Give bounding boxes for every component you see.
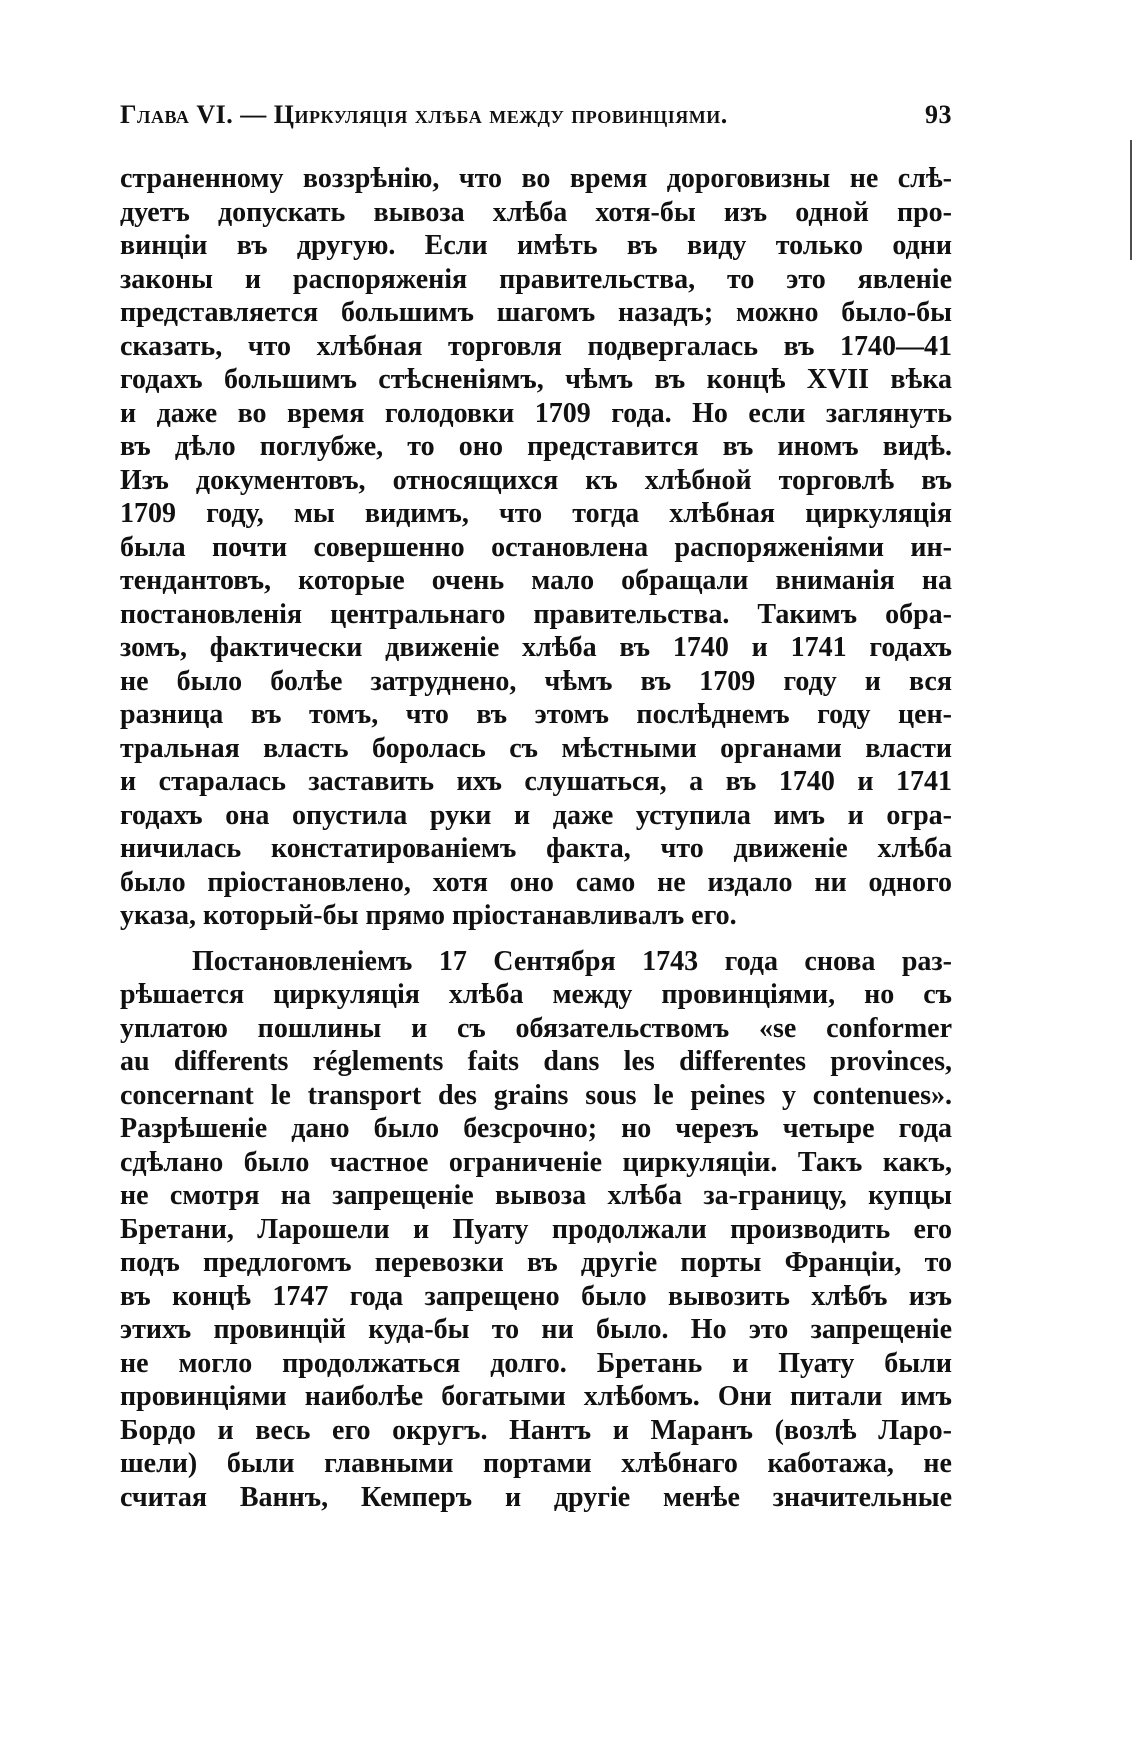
text-line: au differents réglements faits dans les differentes provinces, [120,1046,952,1077]
paragraph-2 [120,945,952,1515]
text-line: не было болѣе затруднено, чѣмъ въ 1709 году и вся [120,665,952,697]
paragraph-spacer [120,933,952,945]
text-line: винціи въ другую. Если имѣть въ виду только одни [120,230,952,261]
text-line: дуетъ допускать вывоза хлѣба хотя-бы изъ одной про- [120,196,952,228]
text-line: была почти совершенно остановлена распоряженіями ин- [120,531,952,563]
scan-edge-mark [1130,140,1132,260]
text-line: законы и распоряженія правительства, то это явленіе [120,263,952,295]
text-line: въ дѣло поглубже, то оно представится въ иномъ видѣ. [120,431,952,462]
running-header [120,100,952,136]
body-text [120,162,952,1514]
text-line: Бордо и весь его округъ. Нантъ и Маранъ (возлѣ Ларо- [120,1414,952,1446]
text-line: Постановленіемъ 17 Сентября 1743 года снова раз- [192,945,952,977]
text-line: 1709 году, мы видимъ, что тогда хлѣбная циркуляція [120,498,952,529]
paragraph-1 [120,162,952,933]
text-line: сказать, что хлѣбная торговля подвергалась въ 1740—41 [120,330,952,362]
text-line: concernant le transport des grains sous le peines y contenues». [120,1079,952,1111]
text-line: не могло продолжаться долго. Бретань и Пуату были [120,1347,952,1379]
text-line: считая Ваннъ, Кемперъ и другіе менѣе значительные [120,1481,952,1513]
text-line: ничилась констатированіемъ факта, что движеніе хлѣба [120,833,952,864]
text-line: постановленія центральнаго правительства. Такимъ обра- [120,598,952,630]
text-line: въ концѣ 1747 года запрещено было вывозить хлѣбъ изъ [120,1280,952,1312]
text-line: тральная власть боролась съ мѣстными органами власти [120,732,952,764]
chapter-running-title: Глава VI. — Циркуляція хлѣба между провинціями. [120,100,728,129]
text-line: указа, который-бы прямо пріостанавливалъ его. [120,900,737,931]
text-line: не смотря на запрещеніе вывоза хлѣба за-границу, купцы [120,1180,952,1211]
text-line: было пріостановлено, хотя оно само не издало ни одного [120,866,952,898]
text-line: этихъ провинцій куда-бы то ни было. Но это запрещеніе [120,1314,952,1345]
text-line: рѣшается циркуляція хлѣба между провинціями, но съ [120,979,952,1010]
text-line: и даже во время голодовки 1709 года. Но если заглянуть [120,397,952,429]
text-line: Бретани, Ларошели и Пуату продолжали производить его [120,1213,952,1245]
text-line: шели) были главными портами хлѣбнаго каботажа, не [120,1448,952,1479]
page-number: 93 [925,100,952,129]
text-line: разница въ томъ, что въ этомъ послѣднемъ году цен- [120,699,952,730]
text-line: представляется большимъ шагомъ назадъ; можно было-бы [120,297,952,328]
text-line: провинціями наиболѣе богатыми хлѣбомъ. Они питали имъ [120,1381,952,1412]
text-line: годахъ большимъ стѣсненіямъ, чѣмъ въ концѣ XVII вѣка [120,364,952,395]
text-line: тендантовъ, которые очень мало обращали вниманія на [120,565,952,596]
text-line: и старалась заставить ихъ слушаться, а въ 1740 и 1741 [120,766,952,797]
text-line: Разрѣшеніе дано было безсрочно; но черезъ четыре года [120,1113,952,1144]
text-line: страненному воззрѣнію, что во время дороговизны не слѣ- [120,163,952,194]
text-line: подъ предлогомъ перевозки въ другіе порты Франціи, то [120,1247,952,1278]
text-line: зомъ, фактически движеніе хлѣба въ 1740 и 1741 годахъ [120,632,952,663]
text-line: годахъ она опустила руки и даже уступила имъ и огра- [120,799,952,831]
text-line: Изъ документовъ, относящихся къ хлѣбной торговлѣ въ [120,464,952,496]
text-line: уплатою пошлины и съ обязательствомъ «se conformer [120,1012,952,1044]
text-line: сдѣлано было частное ограниченіе циркуляціи. Такъ какъ, [120,1146,952,1178]
